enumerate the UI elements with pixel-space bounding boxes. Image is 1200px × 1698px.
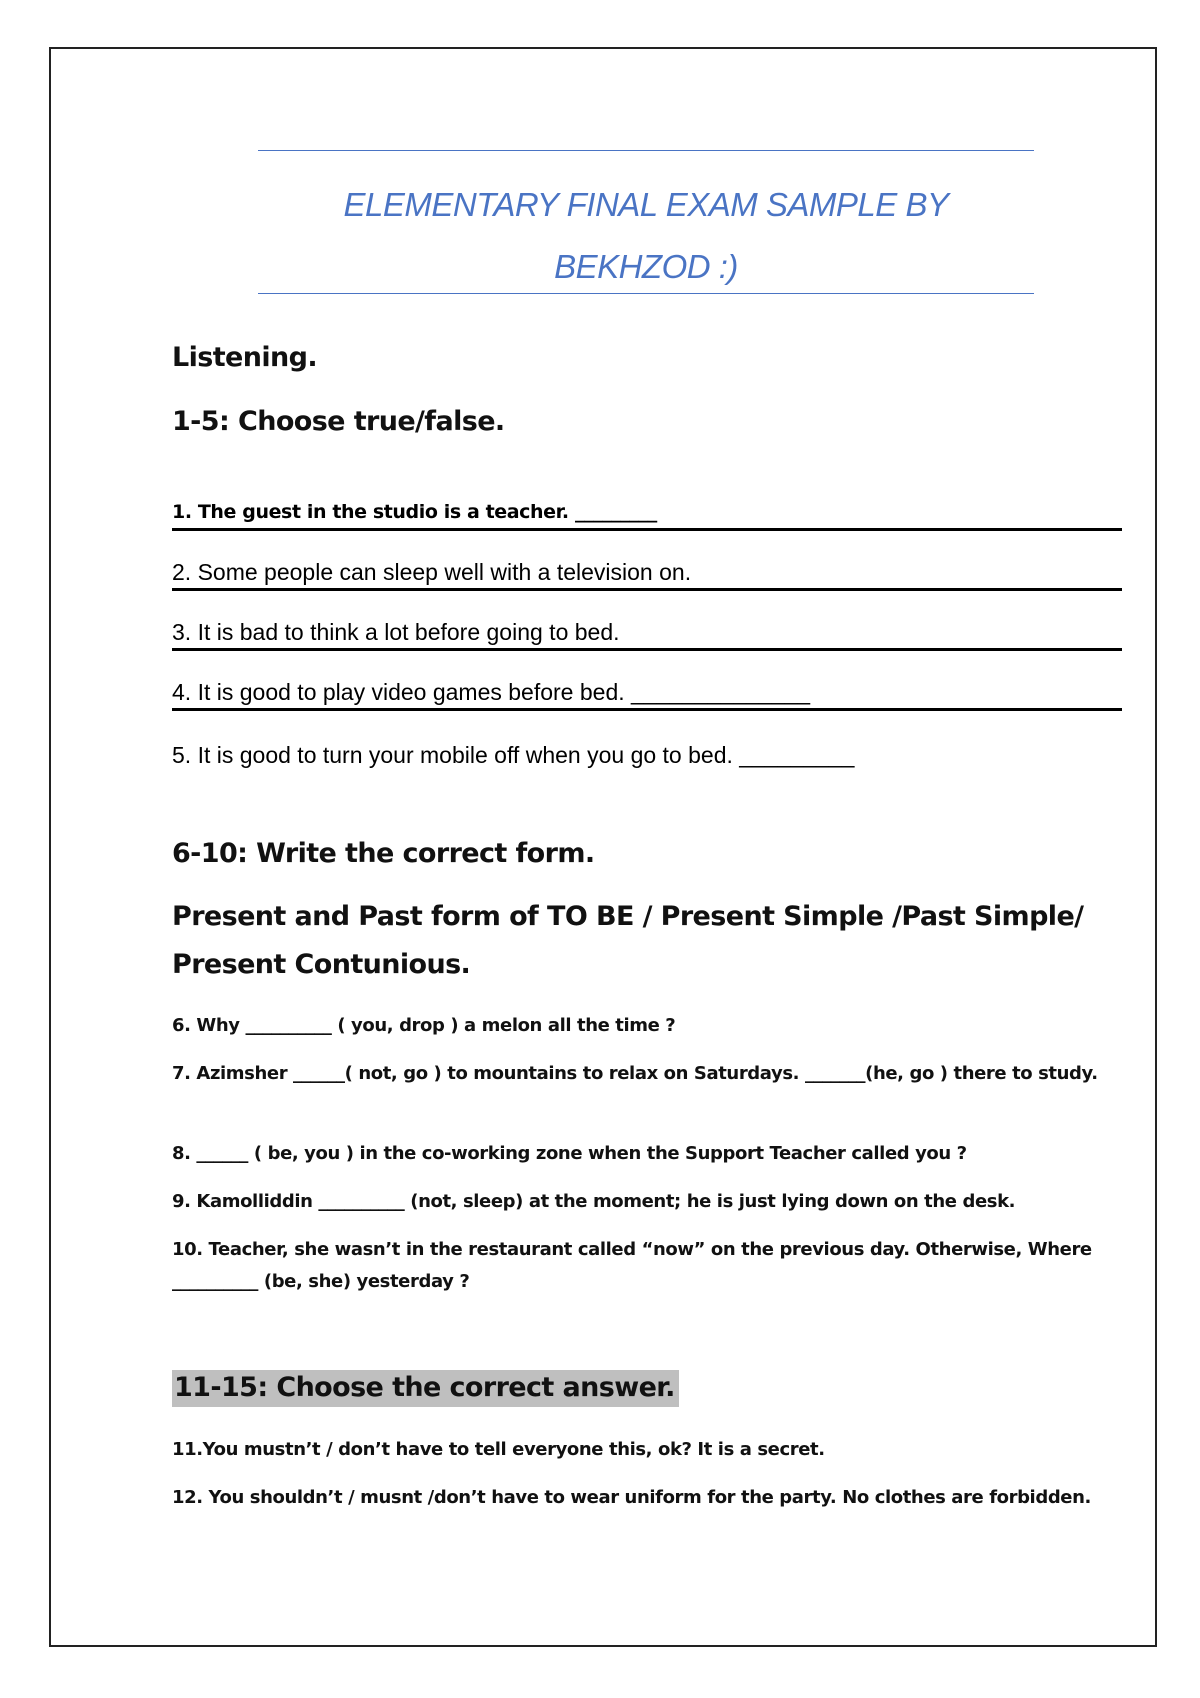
grammar-item-9: 9. Kamolliddin __________ (not, sleep) at the moment; he is just lying down on the desk. bbox=[172, 1191, 1016, 1212]
listening-heading: Listening. bbox=[172, 342, 318, 373]
exam-title-line-2: BEKHZOD :) bbox=[554, 248, 738, 285]
tf-item-3: 3. It is bad to think a lot before going to bed. bbox=[172, 616, 1122, 651]
grammar-subheading: Present and Past form of TO BE / Present Simple /Past Simple/ Present Contunious. bbox=[172, 901, 1084, 980]
grammar-item-10: 10. Teacher, she wasn’t in the restaurant called “now” on the previous day. Otherwise, Where __________ (be, she) yesterday ? bbox=[172, 1239, 1092, 1292]
tf-item-2: 2. Some people can sleep well with a television on. bbox=[172, 556, 1122, 591]
grammar-instruction: 6-10: Write the correct form. bbox=[172, 838, 595, 869]
grammar-item-6: 6. Why __________ ( you, drop ) a melon all the time ? bbox=[172, 1015, 676, 1036]
choice-item-11: 11.You mustn’t / don’t have to tell everyone this, ok? It is a secret. bbox=[172, 1439, 825, 1460]
title-bottom-rule bbox=[258, 293, 1034, 294]
tf-item-4: 4. It is good to play video games before bed. ______________ bbox=[172, 676, 1122, 711]
choice-item-12: 12. You shouldn’t / musnt /don’t have to wear uniform for the party. No clothes are forbidden. bbox=[172, 1487, 1091, 1508]
choice-instruction-text: 11-15: Choose the correct answer. bbox=[172, 1370, 679, 1407]
grammar-item-7: 7. Azimsher ______( not, go ) to mountains to relax on Saturdays. _______(he, go ) there to study. bbox=[172, 1063, 1098, 1084]
grammar-item-8: 8. ______ ( be, you ) in the co-working zone when the Support Teacher called you ? bbox=[172, 1143, 967, 1164]
choice-instruction bbox=[172, 1372, 679, 1403]
exam-title-line-1: ELEMENTARY FINAL EXAM SAMPLE BY bbox=[343, 186, 949, 223]
title-top-rule bbox=[258, 150, 1034, 151]
tf-instruction: 1-5: Choose true/false. bbox=[172, 406, 505, 437]
tf-item-1: 1. The guest in the studio is a teacher. _________ bbox=[172, 496, 1122, 531]
tf-item-5: 5. It is good to turn your mobile off when you go to bed. _________ bbox=[172, 742, 855, 768]
exam-title bbox=[258, 174, 1034, 298]
